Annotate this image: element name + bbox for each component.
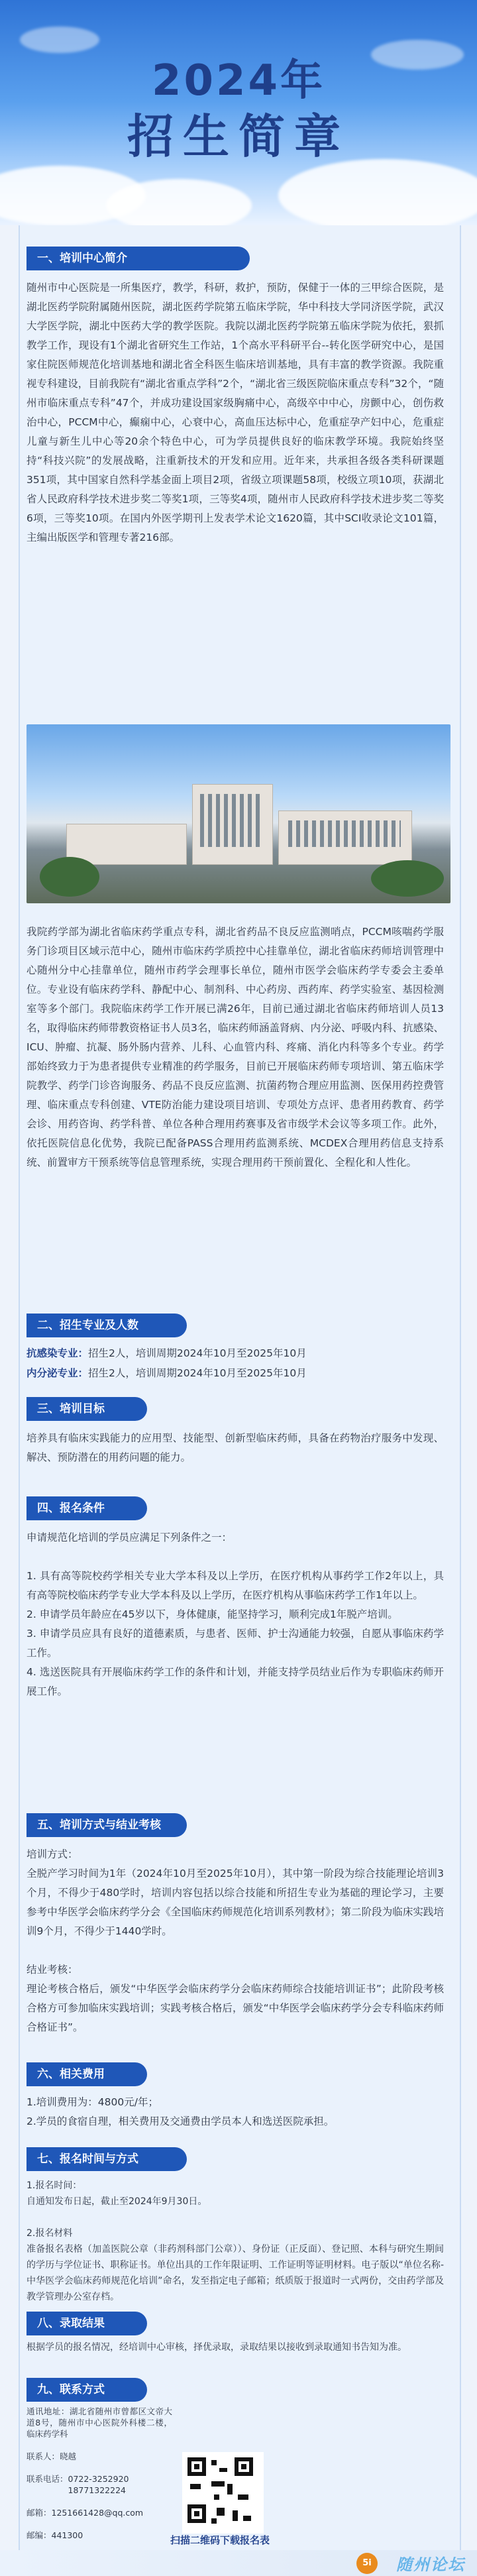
building-shape — [66, 824, 187, 865]
qr-module — [227, 2484, 233, 2494]
qr-module — [211, 2460, 217, 2465]
major-item-label: 抗感染专业： — [26, 1347, 89, 1359]
header-banner — [0, 0, 477, 225]
qr-module — [211, 2518, 217, 2524]
banner-year-title: 2024年 — [151, 56, 326, 105]
qr-module — [243, 2516, 251, 2521]
section-title-result: 八、录取结果 — [26, 2312, 147, 2335]
section-title-apply: 七、报名时间与方式 — [26, 2147, 187, 2171]
qr-finder-core — [241, 2464, 246, 2469]
fee-text: 1.培训费用为：4800元/年； 2.学员的食宿自理，相关费用及交通费由学员本人和选送医院承担。 — [26, 2096, 335, 2127]
major-item-label: 内分泌专业： — [26, 1367, 89, 1379]
major-item-anti-infection — [26, 1345, 307, 1360]
contact-text: 通讯地址：湖北省随州市曾都区文帝大道8号，随州市中心医院外科楼二楼，临床药学科 联系人：晓越 联系电话：0722-3252920 18771322224 邮箱：1251661428@qq.com 邮编：441300 — [26, 2406, 172, 2540]
qr-module — [214, 2494, 219, 2500]
requirement-text: 申请规范化培训的学员应满足下列条件之一： 1. 具有高等院校药学相关专业大学本科及以上学历，在医疗机构从事药学工作2年以上，具有高等院校临床药学专业大学本科及以上学历，在医疗机构从事临床药学工作1年以上。 2. 申请学员年龄应在45岁以下，身体健康，能坚持学习，顺利完成1年脱产培训。 3. 申请学员应具有良好的道德素质，与患者、医师、护士沟通能力较强，自愿从事临床药学工作。 4. 选送医院具有开展临床药学工作的条件和计划，并能支持学员结业后作为专职临床药师开展工作。 — [26, 1532, 444, 1697]
cloud-decoration — [278, 159, 477, 225]
tree-shape — [371, 860, 444, 897]
major-item-value: 招生2人，培训周期2024年10月至2025年10月 — [88, 1347, 307, 1359]
qr-module — [238, 2494, 248, 2500]
qr-caption: 扫描二维码下载报名表 — [170, 2534, 270, 2546]
apply-text: 1.报名时间： 自通知发布日起，截止至2024年9月30日。 2.报名材料 准备报名表格（加盖医院公章（非药剂科部门公章））、身份证（正反面）、登记照、本科与研究生期间的学历与学位证书、职称证书。单位出具的工作年限证明、工作证明等证明材料。电子版以“单位名称-中华医学会临床药师规范化培训”命名，发至指定电子邮箱；纸质版于报道时一式两份，交由药学部及教学管理办公室存档。 — [26, 2180, 444, 2302]
cloud-decoration — [106, 179, 252, 225]
intro-paragraph-2: 我院药学部为湖北省临床药学重点专科，湖北省药品不良反应监测哨点，PCCM咳喘药学服务门诊项目区域示范中心，随州市临床药学质控中心挂靠单位，湖北省临床药师培训管理中心随州分中心挂靠单位，随州市药学会理事长单位，随州市医学会临床药学专委会主委单位。专业设有临床药学科、静配中心、制剂科、中心药房、西药库、药学实验室、基因检测室等多个部门。我院临床药学工作开展已满26年，目前已通过湖北省临床药师培训人员13名，取得临床药师带教资格证书人员3名，临床药师涵盖肾病、内分泌、呼吸内科、抗感染、ICU、肿瘤、抗凝、肠外肠内营养、儿科、心血管内科、疼痛、消化内科等多个专业。药学部始终致力于为患者提供专业精准的药学服务，目前已开展临床药师专项培训、第五临床学院教学、药学门诊咨询服务、药品不良反应监测、抗菌药物合理应用监测、医保用药控费管理、临床重点专科创建、VTE防治能力建设项目培训、专项处方点评、患者用药教育、药学会诊、用药咨询、药学科普、单位各种合理用药赛事及省市级学术会议等多项工作。此外，依托医院信息化优势，我院已配备PASS合理用药监测系统、MCDEX合理用药信息支持系统、前置审方干预系统等信息管理系统，实现合理用药干预前置化、全程化和人性化。 — [26, 926, 444, 1168]
building-windows — [200, 794, 264, 847]
major-item-value: 招生2人，培训周期2024年10月至2025年10月 — [88, 1367, 307, 1379]
section-title-contact: 九、联系方式 — [26, 2378, 147, 2402]
section-title-intro: 一、培训中心简介 — [26, 247, 250, 270]
qr-finder-core — [194, 2511, 199, 2516]
tree-shape — [40, 857, 99, 897]
hospital-photo — [26, 724, 450, 903]
section-title-fee: 六、相关费用 — [26, 2062, 147, 2086]
result-text: 根据学员的报名情况，经培训中心审核，择优录取，录取结果以接收到录取通知书告知为准。 — [26, 2342, 407, 2353]
qr-code-image[interactable] — [182, 2452, 264, 2534]
section-title-method: 五、培训方式与结业考核 — [26, 1813, 187, 1837]
banner-main-title: 招生简章 — [127, 109, 350, 164]
method-text: 培训方式： 全脱产学习时间为1年（2024年10月至2025年10月），其中第一阶段为综合技能理论培训3个月，不得少于480学时，培训内容包括以综合技能和所招生专业为基础的理论学习，主要参考中华医学会临床药学分会《全国临床药师规范化培训系列教材》；第二阶段为临床实践培训9个月，不得少于1440学时。 结业考核： 理论考核合格后，颁发“中华医学会临床药学分会临床药师综合技能培训证书”；此阶段考核合格方可参加临床实践培训；实践考核合格后，颁发“中华医学会临床药学分会专科临床药师合格证书”。 — [26, 1848, 444, 2033]
qr-finder-core — [194, 2464, 199, 2469]
building-windows — [288, 820, 401, 847]
qr-module — [219, 2468, 227, 2472]
qr-module — [190, 2484, 201, 2489]
section-title-major: 二、招生专业及人数 — [26, 1314, 187, 1337]
major-item-endocrine — [26, 1365, 307, 1380]
goal-text: 培养具有临床实践能力的应用型、技能型、创新型临床药师，具备在药物治疗服务中发现、解决、预防潜在的用药问题的能力。 — [26, 1432, 444, 1463]
qr-module — [211, 2481, 225, 2487]
intro-paragraph-1: 随州市中心医院是一所集医疗，教学，科研，救护，预防，保健于一体的三甲综合医院，是湖北医药学院附属随州医院，湖北医药学院第五临床学院，华中科技大学同济医学院，武汉大学医学院，湖北中医药大学的教学医院。我院以湖北医药学院第五临床学院为依托，狠抓教学工作，现设有1个湖北省研究生工作站，1个高水平科研平台--转化医学研究中心，是国家住院医师规范化培训基地和湖北省全科医生临床培训基地，具有丰富的教学资源。我院重视专科建设，目前我院有“湖北省重点学科”2个，“湖北省三级医院临床重点专科”32个，“随州市临床重点专科”47个，并成功建设国家级胸痛中心，高级卒中中心，房颤中心，创伤救治中心，PCCM中心，癫痫中心，心衰中心，高血压达标中心，危重症孕产妇中心，危重症儿童与新生儿中心等20余个特色中心，可为学员提供良好的临床教学环境。我院始终坚持“科技兴院”的发展战略，注重新技术的开发和应用。近年来，共承担各级各类科研课题351项，其中国家自然科学基金面上项目2项，省级立项课题58项，校级立项10项，获湖北省人民政府科学技术进步奖二等奖1项，三等奖4项，随州市人民政府科学技术进步奖二等奖6项，三等奖10项。在国内外医学期刊上发表学术论文1620篇，其中SCI收录论文101篇，主编出版医学和管理专著216部。 — [26, 282, 444, 543]
watermark-text: 随州论坛 — [396, 2555, 465, 2574]
watermark-logo: 5i — [356, 2553, 378, 2574]
section-title-goal: 三、培训目标 — [26, 1397, 147, 1421]
qr-module — [217, 2508, 225, 2516]
section-title-requirement: 四、报名条件 — [26, 1496, 147, 1520]
qr-module — [233, 2510, 238, 2521]
